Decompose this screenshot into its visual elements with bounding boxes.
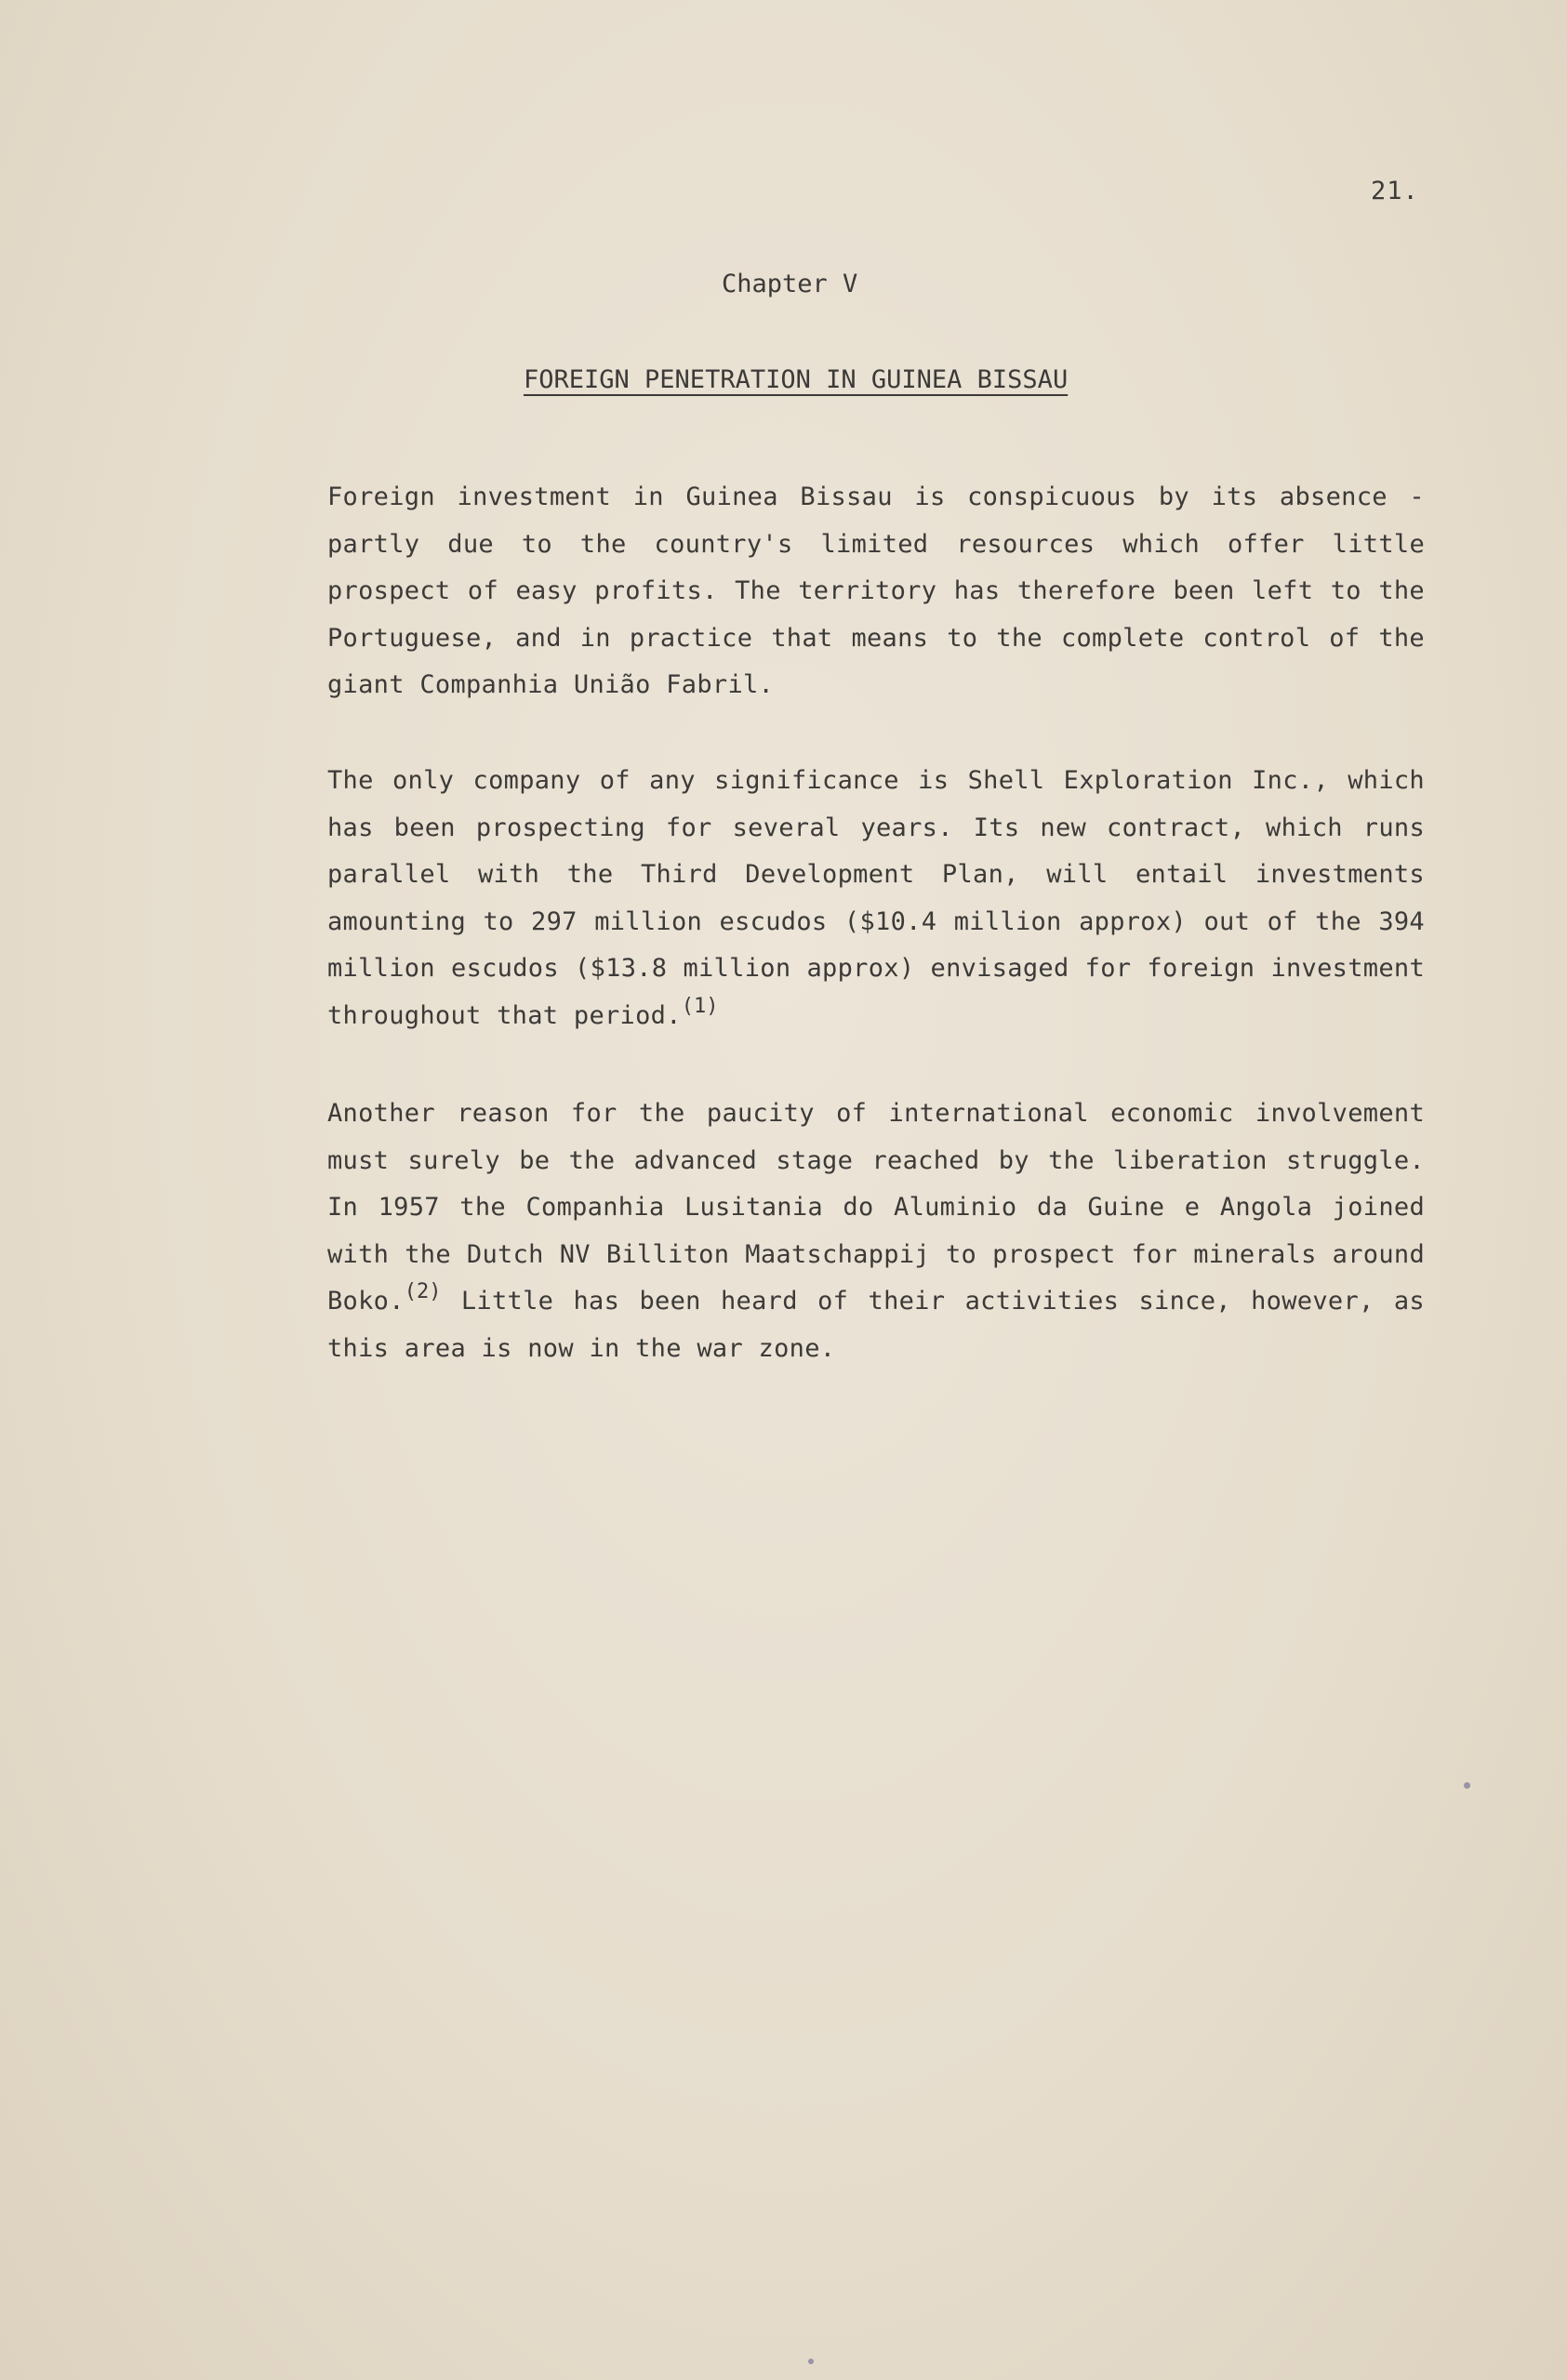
paragraph-text: Another reason for the paucity of international economic involvement must surely be the advanced stage reached by the liberation struggle. In 1957 the Companhia Lusitania do Aluminio da Guine e Angola joined with the Dutch NV Billiton Maatschappij to prospect for minerals around Boko.: [327, 1099, 1425, 1316]
chapter-label: Chapter V: [722, 270, 858, 298]
paper-speck: [1464, 1782, 1470, 1789]
page-number: 21.: [1371, 177, 1419, 205]
chapter-heading: FOREIGN PENETRATION IN GUINEA BISSAU: [524, 365, 1069, 394]
footnote-marker: (2): [404, 1280, 442, 1303]
paragraph-text: Little has been heard of their activities since, however, as this area is now in the war zone.: [327, 1287, 1425, 1363]
paragraph: [327, 758, 1425, 1039]
paragraph: [327, 474, 1425, 709]
paragraph-text: Foreign investment in Guinea Bissau is conspicuous by its absence - partly due to the country's limited resources which offer little prospect of easy profits. The territory has therefore been left to the Portuguese, and in practice that means to the complete control of the giant Companhia União Fabril.: [327, 483, 1425, 699]
paper-speck: [808, 2359, 814, 2364]
paragraph: [327, 1091, 1425, 1372]
paragraph-text: The only company of any significance is Shell Exploration Inc., which has been prospecting for several years. Its new contract, which runs parallel with the Third Development Plan, will entail investments amounting to 297 million escudos ($10.4 million approx) out of the 394 million escudos ($13.8 million approx) envisaged for foreign investment throughout that period.: [327, 766, 1425, 1030]
footnote-marker: (1): [681, 994, 719, 1018]
